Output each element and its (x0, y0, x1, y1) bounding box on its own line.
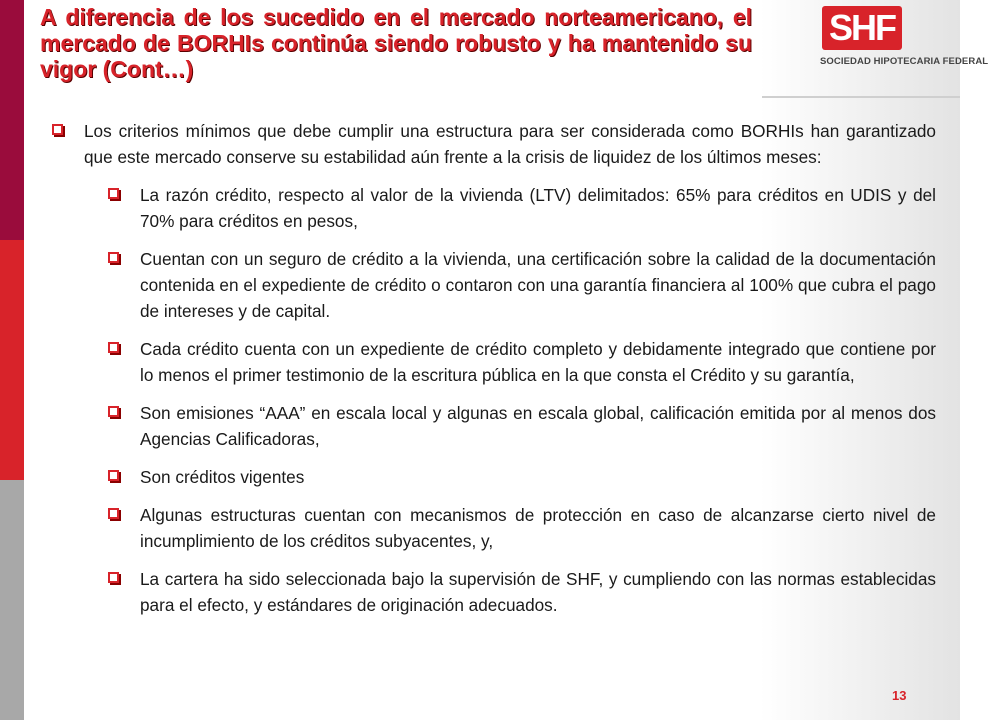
side-bar-gray-segment (0, 480, 24, 720)
logo-mark: SHF (822, 6, 902, 50)
checkbox-bullet-icon (108, 406, 119, 417)
logo-divider (762, 96, 960, 98)
main-bullet-text: Los criterios mínimos que debe cumplir una estructura para ser considerada como BORHIs han garantizado que este mercado conserve su estabilidad aún frente a la crisis de liquidez de los últimos meses: (84, 121, 936, 167)
shf-logo (820, 6, 988, 86)
side-color-bar (0, 0, 24, 720)
checkbox-bullet-icon (52, 124, 63, 135)
sub-bullet (44, 464, 936, 490)
sub-bullet (44, 336, 936, 388)
page-number: 13 (892, 688, 907, 703)
sub-bullet-text: Cada crédito cuenta con un expediente de crédito completo y debidamente integrado que contiene por lo menos el primer testimonio de la escritura pública en la que consta el Crédito y su garantía, (140, 339, 936, 385)
sub-bullet-text: Algunas estructuras cuentan con mecanismos de protección en caso de alcanzarse cierto nivel de incumplimiento de los créditos subyacentes, y, (140, 505, 936, 551)
checkbox-bullet-icon (108, 572, 119, 583)
side-bar-red-segment (0, 240, 24, 480)
sub-bullet (44, 400, 936, 452)
sub-bullet-text: Cuentan con un seguro de crédito a la vivienda, una certificación sobre la calidad de la documentación contenida en el expediente de crédito o contaron con una garantía financiera al 100% que cubra el pago de intereses y de capital. (140, 249, 936, 321)
checkbox-bullet-icon (108, 188, 119, 199)
sub-bullet-text: La cartera ha sido seleccionada bajo la supervisión de SHF, y cumpliendo con las normas establecidas para el efecto, y estándares de originación adecuados. (140, 569, 936, 615)
sub-bullet (44, 502, 936, 554)
checkbox-bullet-icon (108, 470, 119, 481)
side-bar-maroon-segment (0, 0, 24, 240)
sub-bullet (44, 246, 936, 324)
sub-bullet-text: La razón crédito, respecto al valor de la vivienda (LTV) delimitados: 65% para créditos en UDIS y del 70% para créditos en pesos, (140, 185, 936, 231)
slide-content (44, 118, 936, 630)
main-bullet (44, 118, 936, 170)
sub-bullet-text: Son emisiones “AAA” en escala local y algunas en escala global, calificación emitida por al menos dos Agencias Calificadoras, (140, 403, 936, 449)
checkbox-bullet-icon (108, 252, 119, 263)
slide-title: A diferencia de los sucedido en el mercado norteamericano, el mercado de BORHIs continúa siendo robusto y ha mantenido su vigor (Cont…) (40, 4, 752, 82)
sub-bullet-text: Son créditos vigentes (140, 467, 305, 487)
checkbox-bullet-icon (108, 508, 119, 519)
sub-bullet (44, 182, 936, 234)
checkbox-bullet-icon (108, 342, 119, 353)
sub-bullet (44, 566, 936, 618)
logo-subtitle: SOCIEDAD HIPOTECARIA FEDERAL (820, 56, 988, 67)
